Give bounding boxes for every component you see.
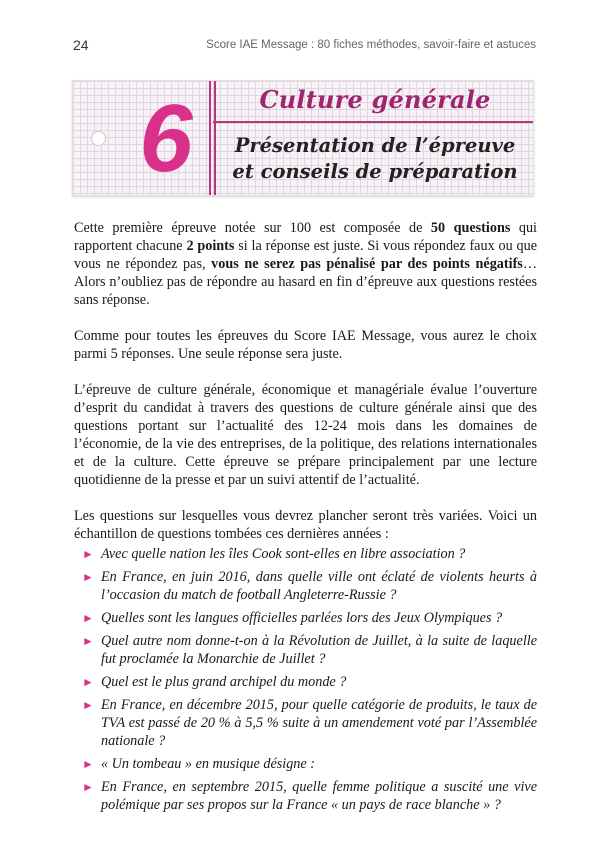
chapter-kicker: Culture générale <box>259 85 491 114</box>
question-text: Quel autre nom donne-t-on à la Révolution de Juillet, à la suite de laquelle fut proclamée la Monarchie de Juillet ? <box>101 633 537 667</box>
banner-rule <box>213 121 533 123</box>
paragraph-description: L’épreuve de culture générale, économique et managériale évalue l’ouverture d’esprit du candidat à travers des questions de culture générale ainsi que des questions portant sur l’actualité des 12-24 mois dans les domaines de l’économie, de la vie des entreprises, de la politique, des relations internationales et de la culture. Cette épreuve se prépare principalement par une lecture quotidienne de la presse et par un suivi attentif de l’actualité. <box>74 382 537 488</box>
running-header: Score IAE Message : 80 fiches méthodes, savoir-faire et astuces <box>206 39 536 51</box>
question-text: En France, en juin 2016, dans quelle ville ont éclaté de violents heurts à l’occasion du match de football Angleterre-Russie ? <box>101 569 537 603</box>
bullet-arrow-icon: ► <box>82 757 94 771</box>
bullet-arrow-icon: ► <box>82 634 94 648</box>
bullet-arrow-icon: ► <box>82 698 94 712</box>
chapter-number: 6 <box>139 85 193 192</box>
emphasis: 50 questions <box>430 220 511 236</box>
question-text: En France, en décembre 2015, pour quelle catégorie de produits, le taux de TVA est passé de 20 % à 5,5 % suite à un amendement voté par l’Assemblée nationale ? <box>101 697 537 749</box>
text-run: si la réponse est juste. Si vous répondez faux ou que vous ne répondez pas, <box>74 238 538 272</box>
page-number: 24 <box>73 37 89 53</box>
binder-hole-icon <box>91 131 106 146</box>
paragraph-sample-intro: Les questions sur lesquelles vous devrez plancher seront très variées. Voici un échantillon de questions tombées ces dernières années : <box>74 508 537 542</box>
question-list <box>74 545 537 814</box>
question-text: « Un tombeau » en musique désigne : <box>101 756 315 772</box>
list-item <box>74 545 537 563</box>
question-text: En France, en septembre 2015, quelle femme politique a suscité une vive polémique par ses propos sur la France « un pays de race blanche » ? <box>101 779 537 813</box>
question-text: Quelles sont les langues officielles parlées lors des Jeux Olympiques ? <box>101 610 503 626</box>
text-run: qui rapportent chacune <box>74 220 537 254</box>
list-item <box>74 696 537 750</box>
chapter-title <box>223 133 527 185</box>
bullet-arrow-icon: ► <box>82 547 94 561</box>
emphasis: vous ne serez pas pénalisé par des points négatifs <box>211 256 523 272</box>
question-text: Avec quelle nation les îles Cook sont-elles en libre association ? <box>101 546 466 562</box>
emphasis: 2 points <box>186 238 235 254</box>
bullet-arrow-icon: ► <box>82 675 94 689</box>
text-run: … Alors n’oubliez pas de répondre au hasard en fin d’épreuve aux questions restées sans réponse. <box>74 256 537 308</box>
list-item <box>74 778 537 814</box>
chapter-title-line: et conseils de préparation <box>232 160 518 183</box>
list-item <box>74 609 537 627</box>
bullet-arrow-icon: ► <box>82 570 94 584</box>
list-item <box>74 755 537 773</box>
body-text <box>74 219 537 819</box>
list-item <box>74 568 537 604</box>
bullet-arrow-icon: ► <box>82 780 94 794</box>
list-item <box>74 673 537 691</box>
chapter-banner <box>72 80 534 196</box>
paragraph-choices: Comme pour toutes les épreuves du Score IAE Message, vous aurez le choix parmi 5 réponses. Une seule réponse sera juste. <box>74 328 537 362</box>
chapter-title-line: Présentation de l’épreuve <box>234 134 516 157</box>
text-run: Cette première épreuve notée sur 100 est composée de <box>74 220 431 236</box>
list-item <box>74 632 537 668</box>
paragraph-scoring <box>74 219 537 309</box>
question-text: Quel est le plus grand archipel du monde ? <box>101 674 347 690</box>
bullet-arrow-icon: ► <box>82 611 94 625</box>
